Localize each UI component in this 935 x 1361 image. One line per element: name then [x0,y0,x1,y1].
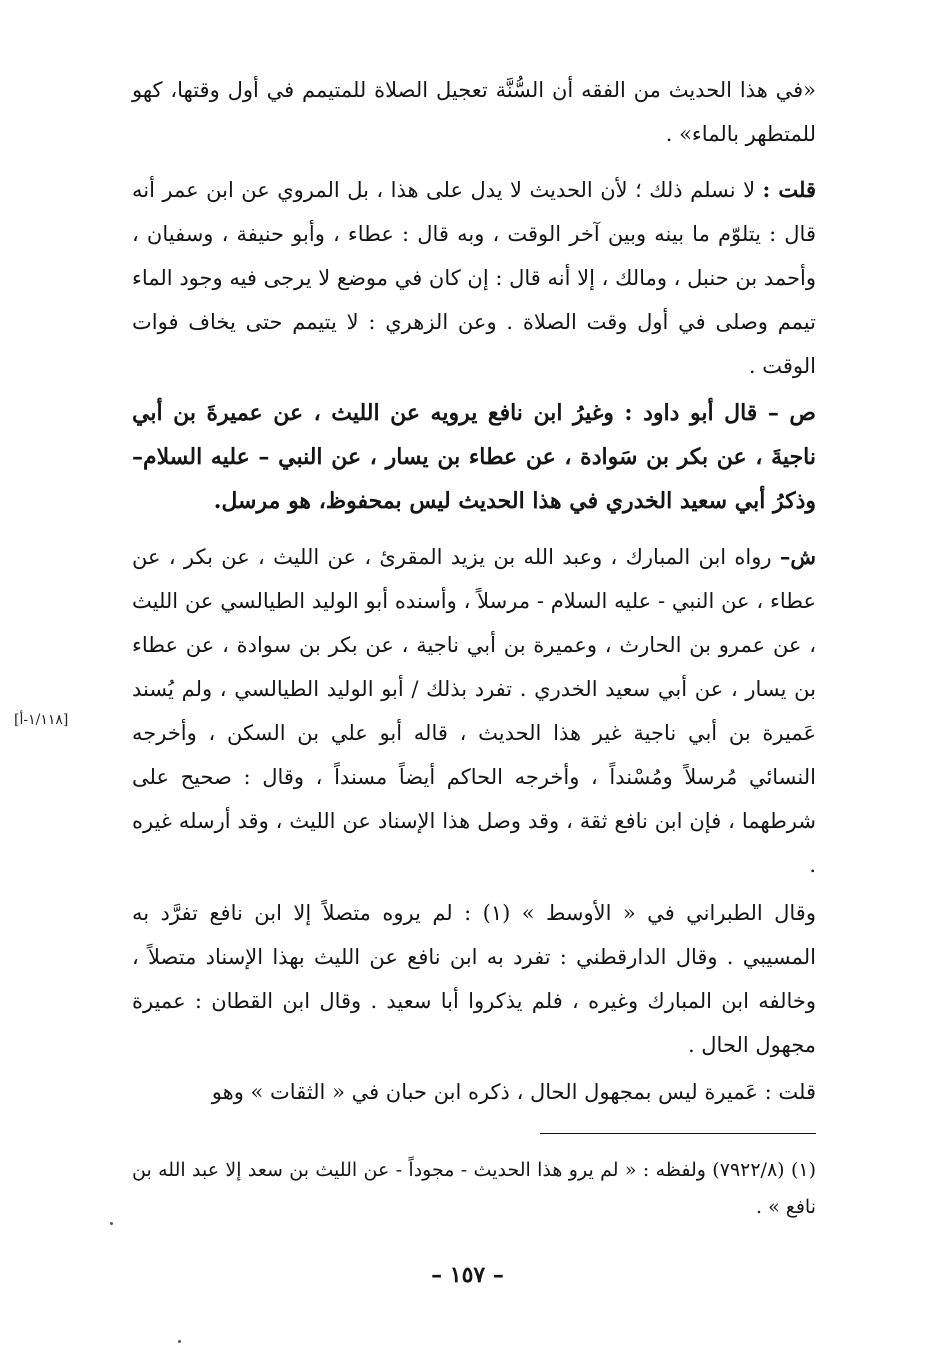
footnote-separator [540,1133,816,1134]
paragraph-lead: قلت : [764,1080,816,1104]
paragraph-text: قال أبو داود : وغيرُ ابن نافع يرويه عن الليث ، عن عميرةَ بن أبي ناجيةَ ، عن بكر بن سَوادة ، عن عطاء بن يسار ، عن النبي – عليه السلام– وذكرُ أبي سعيد الخدري في هذا الحديث ليس بمحفوظ، هو مرسل. [132,400,816,514]
paragraph-text: لا نسلم ذلك ؛ لأن الحديث لا يدل على هذا ، بل المروي عن ابن عمر أنه قال : يتلوّم ما بينه وبين آخر الوقت ، وبه قال : عطاء ، وأبو حنيفة ، وسفيان ، وأحمد بن حنبل ، ومالك ، إلا أنه قال : إن كان في موضع لا يرجى فيه وجود الماء تيمم وصلى في أول وقت الصلاة . وعن الزهري : لا يتيمم حتى يخاف فوات الوقت . [132,178,816,378]
paragraph-lead: ش– [779,544,816,569]
tabarani-paragraph [132,891,816,1067]
paragraph-lead: ص – [767,400,816,426]
matn-paragraph [132,391,816,523]
closing-paragraph [132,1070,816,1114]
scan-speck [110,1222,113,1225]
sharh-paragraph [132,535,816,887]
quote-paragraph [132,68,816,156]
paragraph-text: رواه ابن المبارك ، وعبد الله بن يزيد المقرئ ، عن الليث ، عن بكر ، عن عطاء ، عن النبي - عليه السلام - مرسلاً ، وأسنده أبو الوليد الطيالسي عن الليث ، عن عمرو بن الحارث ، وعميرة بن أبي ناجية ، عن بكر بن سوادة ، عن عطاء بن يسار ، عن أبي سعيد الخدري . تفرد بذلك / أبو الوليد الطيالسي ، ولم يُسند عَميرة بن أبي ناجية غير هذا الحديث ، قاله أبو علي بن السكن ، وأخرجه النسائي مُرسلاً ومُسْنداً ، وأخرجه الحاكم أيضاً مسنداً ، وقال : صحيح على شرطهما ، فإن ابن نافع ثقة ، وقد وصل هذا الإسناد عن الليث ، وقد أرسله غيره . [132,545,816,877]
paragraph-text: «في هذا الحديث من الفقه أن السُّنَّة تعجيل الصلاة للمتيمم في أول وقتها، كهو للمتطهر بالماء» . [132,78,816,146]
scan-speck [178,1340,181,1343]
paragraph-lead: قلت : [762,177,816,202]
paragraph-body [132,1070,816,1114]
qult-paragraph [132,168,816,388]
paragraph-text: وقال الطبراني في « الأوسط » (١) : لم يروه متصلاً إلا ابن نافع تفرَّد به المسيبي . وقال الدارقطني : تفرد به ابن نافع عن الليث بهذا الإسناد متصلاً ، وخالفه ابن المبارك وغيره ، فلم يذكروا أبا سعيد . وقال ابن القطان : عميرة مجهول الحال . [132,901,816,1057]
paragraph-body [132,168,816,388]
paragraph-body [132,535,816,887]
paragraph-body [132,391,816,523]
footnote: (١) (٧٩٢٢/٨) ولفظه : « لم يرو هذا الحديث - مجوداً - عن الليث بن سعد إلا عبد الله بن نافع » . [132,1159,816,1218]
margin-reference: [١/١١٨-أ] [14,712,69,728]
page-number: – ١٥٧ – [431,1262,504,1288]
paragraph-text: عَميرة ليس بمجهول الحال ، ذكره ابن حبان في « الثقات » وهو [211,1080,758,1104]
